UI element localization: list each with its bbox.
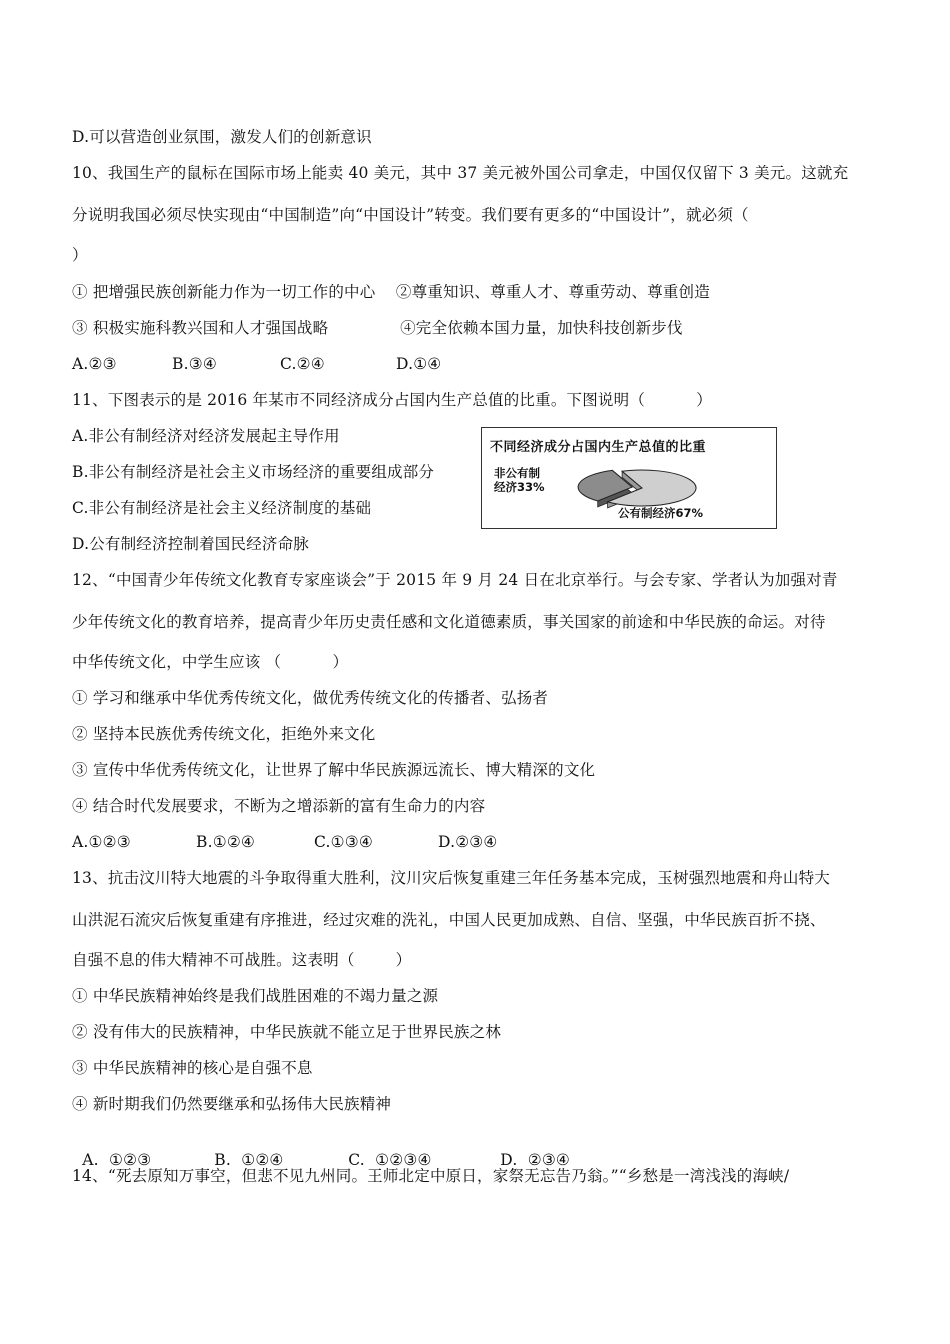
- q10-option-a[interactable]: A.②③: [72, 355, 117, 373]
- q13-statement-3: ③ 中华民族精神的核心是自强不息: [72, 1059, 313, 1077]
- q13-statement-2: ② 没有伟大的民族精神，中华民族就不能立足于世界民族之林: [72, 1023, 502, 1041]
- q13-statement-1: ① 中华民族精神始终是我们战胜困难的不竭力量之源: [72, 987, 439, 1005]
- q12-statement-2: ② 坚持本民族优秀传统文化，拒绝外来文化: [72, 725, 376, 743]
- q12-statement-3: ③ 宣传中华优秀传统文化，让世界了解中华民族源远流长、博大精深的文化: [72, 761, 596, 779]
- q12-statement-1: ① 学习和继承中华优秀传统文化，做优秀传统文化的传播者、弘扬者: [72, 689, 549, 707]
- q12-options: [72, 832, 498, 852]
- q13-options: [72, 1130, 570, 1170]
- slice-label-public: 公有制经济67%: [618, 506, 704, 520]
- q13-option-d[interactable]: D. ②③④: [500, 1151, 571, 1169]
- q11-option-c[interactable]: C.非公有制经济是社会主义经济制度的基础: [72, 499, 372, 517]
- pie-chart-figure: [481, 427, 777, 529]
- q10-stem-line3: ）: [72, 246, 88, 264]
- q12-option-a[interactable]: A.①②③: [72, 833, 131, 851]
- chart-title: 不同经济成分占国内生产总值的比重: [490, 440, 707, 455]
- q10-statement-3-4: ③ 积极实施科教兴国和人才强国战略 ④完全依赖本国力量，加快科技创新步伐: [72, 319, 683, 337]
- slice-label-nonpublic-line1: 非公有制: [494, 466, 540, 480]
- q12-stem-line2: 少年传统文化的教育培养，提高青少年历史责任感和文化道德素质，事关国家的前途和中华民族的命运。对待: [72, 613, 826, 631]
- q13-option-c[interactable]: C. ①②③④: [348, 1151, 432, 1169]
- q13-option-b[interactable]: B. ①②④: [214, 1151, 284, 1169]
- q13-stem-line3: 自强不息的伟大精神不可战胜。这表明（ ）: [72, 951, 412, 969]
- q10-option-c[interactable]: C.②④: [280, 355, 325, 373]
- q11-option-a[interactable]: A.非公有制经济对经济发展起主导作用: [72, 427, 340, 445]
- q13-statement-4: ④ 新时期我们仍然要继承和弘扬伟大民族精神: [72, 1095, 392, 1113]
- slice-label-nonpublic-line2: 经济33%: [494, 480, 545, 494]
- q11-option-b[interactable]: B.非公有制经济是社会主义市场经济的重要组成部分: [72, 463, 435, 481]
- q11-stem: 11、下图表示的是 2016 年某市不同经济成分占国内生产总值的比重。下图说明（ ）: [72, 391, 712, 409]
- q12-option-d[interactable]: D.②③④: [438, 833, 498, 851]
- q12-option-b[interactable]: B.①②④: [196, 833, 256, 851]
- q11-option-d[interactable]: D.公有制经济控制着国民经济命脉: [72, 535, 310, 553]
- q12-stem-line3: 中华传统文化，中学生应该 （ ）: [72, 653, 349, 671]
- q9-option-d: D.可以营造创业氛围，激发人们的创新意识: [72, 128, 372, 146]
- q13-stem-line2: 山洪泥石流灾后恢复重建有序推进，经过灾难的洗礼，中国人民更加成熟、自信、坚强，中华民族百折不挠、: [72, 911, 826, 929]
- q10-options: [72, 354, 441, 374]
- q14-stem-line1: 14、“死去原知万事空，但悲不见九州同。王师北定中原日，家祭无忘告乃翁。”“乡愁是一湾浅浅的海峡/: [72, 1167, 790, 1185]
- q10-option-d[interactable]: D.①④: [396, 355, 442, 373]
- q13-stem-line1: 13、抗击汶川特大地震的斗争取得重大胜利，汶川灾后恢复重建三年任务基本完成，玉树强烈地震和舟山特大: [72, 869, 831, 887]
- q12-option-c[interactable]: C.①③④: [314, 833, 373, 851]
- q10-option-b[interactable]: B.③④: [172, 355, 217, 373]
- q12-statement-4: ④ 结合时代发展要求，不断为之增添新的富有生命力的内容: [72, 797, 486, 815]
- q10-statement-1-2: ① 把增强民族创新能力作为一切工作的中心 ②尊重知识、尊重人才、尊重劳动、尊重创造: [72, 283, 710, 301]
- q10-stem-line2: 分说明我国必须尽快实现由“中国制造”向“中国设计”转变。我们要有更多的“中国设计”，就必须（: [72, 206, 749, 224]
- q10-stem-line1: 10、我国生产的鼠标在国际市场上能卖 40 美元，其中 37 美元被外国公司拿走，中国仅仅留下 3 美元。这就充: [72, 164, 849, 182]
- q13-option-a[interactable]: A. ①②③: [82, 1151, 152, 1169]
- q12-stem-line1: 12、“中国青少年传统文化教育专家座谈会”于 2015 年 9 月 24 日在北京举行。与会专家、学者认为加强对青: [72, 571, 838, 589]
- slice-label-nonpublic: [494, 466, 545, 494]
